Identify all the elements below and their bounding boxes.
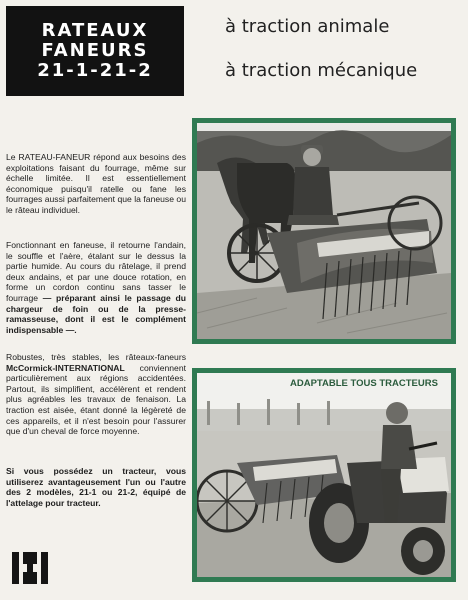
paragraph-tractor: Si vous possédez un tracteur, vous utiliserez avantageusement l'un ou l'autre des 2 modèles, 21-1 ou 21-2, équipé de l'attelage pour tracteur. bbox=[6, 466, 186, 508]
title-line-2: FANEURS bbox=[41, 40, 149, 61]
heading-mechanical-traction: à traction mécanique bbox=[225, 60, 418, 81]
paragraph-stability-text-a: Robustes, très stables, les râteaux-faneurs bbox=[6, 352, 186, 362]
brand-name: McCormick-INTERNATIONAL bbox=[6, 362, 125, 373]
title-line-3: 21-1-21-2 bbox=[37, 60, 153, 81]
title-line-1: RATEAUX bbox=[41, 20, 149, 41]
paragraph-operation-text: Fonctionnant en faneuse, il retourne l'andain, le souffle et l'aère, étalant sur le dessus la partie humide. Au cours du râtelage, il prend deux andains, et par une douce rotation, en forme un cordon continu sans tasser le fourrage bbox=[6, 240, 186, 303]
paragraph-operation-bold: — préparant ainsi le passage du chargeur de foin ou de la presse-ramasseuse, dont il est le complément indispensable —. bbox=[6, 292, 186, 335]
paragraph-operation bbox=[6, 240, 186, 335]
photo-frame-horse bbox=[192, 118, 456, 344]
heading-animal-traction: à traction animale bbox=[225, 16, 390, 37]
paragraph-stability bbox=[6, 352, 186, 437]
title-block bbox=[6, 6, 184, 96]
photo-horse-drawn-rake bbox=[197, 123, 451, 339]
ih-logo-icon bbox=[10, 548, 50, 588]
paragraph-intro: Le RATEAU-FANEUR répond aux besoins des exploitations faisant du fourrage, même sur échelle limitée. Il est essentiellement économique puisqu'il ratelle ou fane les fourrages aussi parfaitement que la faneuse ou le râteau individuel. bbox=[6, 152, 186, 215]
photo-caption-adaptable: ADAPTABLE TOUS TRACTEURS bbox=[290, 378, 438, 389]
photo-frame-tractor bbox=[192, 368, 456, 582]
photo-tractor-rake bbox=[197, 373, 451, 577]
paragraph-stability-text-b: conviennent particulièrement aux régions accidentées. Partout, ils simplifient, accélèrent et rendent plus agréables les travaux de fenaison. La traction est aisée, étant donné la légèreté de ces appareils, et il n'est besoin pour l'assurer que d'un cheval de force moyenne. bbox=[6, 362, 186, 437]
